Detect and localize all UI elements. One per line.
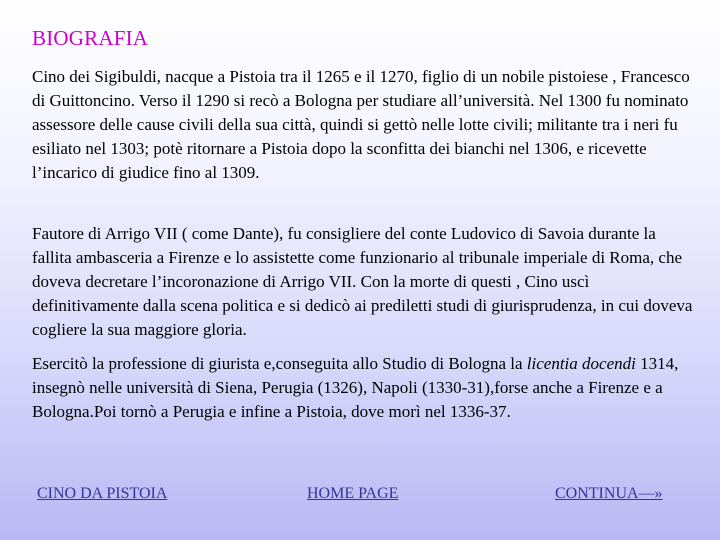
paragraph-3-text-end: 1314, insegnò nelle università di Siena, Perugia (1326), Napoli (1330-31),forse anche a Firenze e a Bologna.Poi tornò a Perugia e infine a Pistoia, dove morì nel 1336-37.	[32, 354, 679, 421]
home-page-link[interactable]: HOME PAGE	[307, 485, 399, 502]
cino-da-pistoia-link[interactable]: CINO DA PISTOIA	[37, 485, 168, 502]
continua-link[interactable]: CONTINUA—»	[555, 485, 663, 502]
paragraph-3-text-start: Esercitò la professione di giurista e,conseguita allo Studio di Bologna la	[32, 354, 527, 373]
biography-paragraph-1: Cino dei Sigibuldi, nacque a Pistoia tra il 1265 e il 1270, figlio di un nobile pistoiese , Francesco di Guittoncino. Verso il 1290 si recò a Bologna per studiare all’università. Nel 1300 fu nominato assessore delle cause civili della sua città, quindi si gettò nelle lotte civili; militante tra i neri fu esiliato nel 1303; potè ritornare a Pistoia dopo la sconfitta dei bianchi nel 1306, e ricevette l’incarico di giudice fino al 1309.	[32, 67, 690, 182]
page-title: BIOGRAFIA	[32, 26, 149, 50]
licentia-docendi-term: licentia docendi	[526, 354, 636, 373]
biography-paragraph-2: Fautore di Arrigo VII ( come Dante), fu consigliere del conte Ludovico di Savoia durante la fallita ambasceria a Firenze e lo assistette come funzionario al tribunale imperiale di Roma, che doveva decretare l’incoronazione di Arrigo VII. Con la morte di questi , Cino uscì definitivamente dalla scena politica e si dedicò ai prediletti studi di giurisprudenza, in cui doveva cogliere la sua maggiore gloria.	[32, 224, 693, 339]
biography-paragraph-3	[32, 352, 696, 424]
